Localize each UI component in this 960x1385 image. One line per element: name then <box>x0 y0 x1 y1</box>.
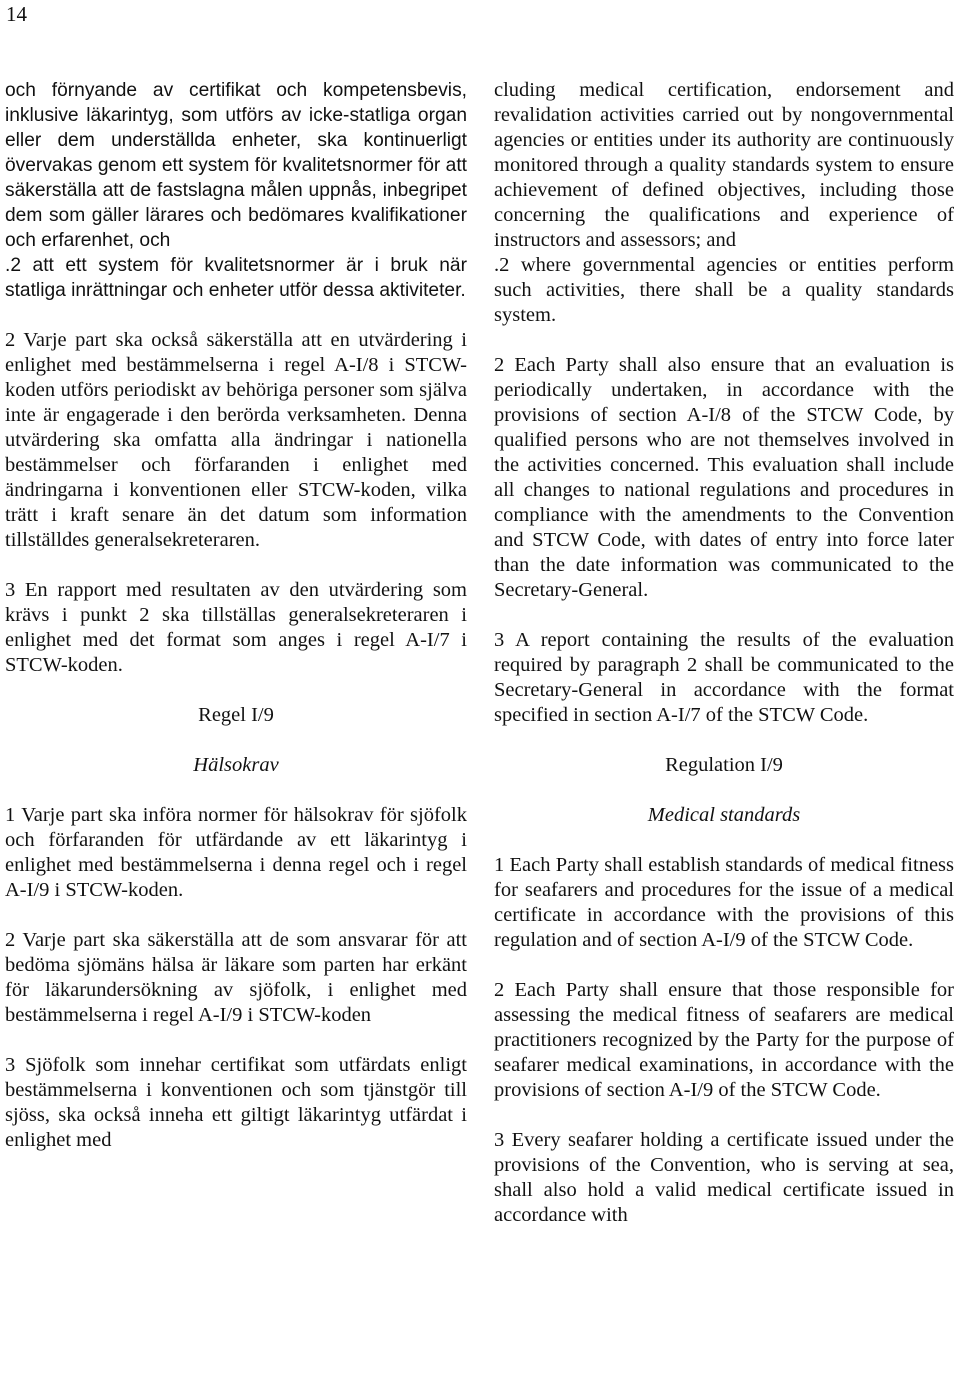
page-number: 14 <box>6 2 27 26</box>
sv-regulation-heading <box>5 703 467 778</box>
en-regulation-paragraph-2: 2 Each Party shall ensure that those responsible for assessing the medical fitness of seafarers are medical practitioners recognized by the Party for the purpose of seafarer medical examinations, in accordance with the provisions of section A-I/9 of the STCW Code. <box>494 979 954 1101</box>
sv-paragraph-3: 3 En rapport med resultaten av den utvärdering som krävs i punkt 2 ska tillställas generalsekreteraren i enlighet med det format som anges i regel A-I/7 i STCW-koden. <box>5 579 467 676</box>
sv-item-2: .2 att ett system för kvalitetsnormer är i bruk när statliga inrättningar och enheter utför dessa aktiviteter. <box>5 255 467 301</box>
swedish-column <box>5 78 467 1153</box>
en-paragraph-2: 2 Each Party shall also ensure that an evaluation is periodically undertaken, in accordance with the provisions of section A-I/8 of the STCW Code, by qualified persons who are not themselves involved in the activities concerned. This evaluation shall include all changes to national regulations and procedures in compliance with the amendments to the Convention and STCW Code, with dates of entry into force later than the date information was communicated to the Secretary-General. <box>494 354 954 601</box>
en-regulation-paragraph-1: 1 Each Party shall establish standards of medical fitness for seafarers and procedures for the issue of a medical certificate in accordance with the provisions of this regulation and of section A-I/9 of the STCW Code. <box>494 854 954 951</box>
en-intro-continuation: cluding medical certification, endorsement and revalidation activities carried out by nongovernmental agencies or entities under its authority are continuously monitored through a quality standards system to ensure achievement of defined objectives, including those concerning the qualifications and experience of instructors and assessors; and <box>494 79 954 251</box>
en-regulation-paragraph-3: 3 Every seafarer holding a certificate issued under the provisions of the Convention, who is serving at sea, shall also hold a valid medical certificate issued in accordance with <box>494 1129 954 1226</box>
sv-regulation-title: Regel I/9 <box>198 704 274 726</box>
english-column <box>494 78 954 1228</box>
en-regulation-subtitle: Medical standards <box>647 804 801 826</box>
sv-regulation-paragraph-3: 3 Sjöfolk som innehar certifikat som utfärdats enligt bestämmelserna i konventionen och som tjänstgör till sjöss, ska också inneha ett giltigt läkarintyg utfärdat i enlighet med <box>5 1054 467 1151</box>
en-paragraph-3: 3 A report containing the results of the evaluation required by paragraph 2 shall be communicated to the Secretary-General in accordance with the format specified in section A-I/7 of the STCW Code. <box>494 629 954 726</box>
sv-regulation-paragraph-2: 2 Varje part ska säkerställa att de som ansvarar för att bedöma sjömäns hälsa är läkare som parten har erkänt för läkarundersökning av sjöfolk, i enlighet med bestämmelserna i regel A-I/9 i STCW-koden <box>5 929 467 1026</box>
sv-intro-continuation: och förnyande av certifikat och kompetensbevis, inklusive läkarintyg, som utförs av icke-statliga organ eller dem underställda enheter, ska kontinuerligt övervakas genom ett system för kvalitetsnormer för att säkerställa att de fastslagna målen uppnås, inbegripet dem som gäller lärares och bedömares kvalifikationer och erfarenhet, och <box>5 80 467 251</box>
en-regulation-title: Regulation I/9 <box>665 754 783 776</box>
en-item-2: .2 where governmental agencies or entities perform such activities, there shall be a quality standards system. <box>494 254 954 326</box>
sv-paragraph-2: 2 Varje part ska också säkerställa att en utvärdering i enlighet med bestämmelserna i regel A-I/8 i STCW-koden utförs periodiskt av behöriga personer som själva inte är engagerade i den berörda verksamheten. Denna utvärdering ska omfatta alla ändringar i nationella bestämmelser och förfaranden i enlighet med ändringarna i konventionen eller STCW-koden, vilka trätt i kraft senare än det datum som information tillställdes generalsekreteraren. <box>5 329 467 551</box>
sv-regulation-paragraph-1: 1 Varje part ska införa normer för hälsokrav för sjöfolk och förfaranden för utfärdande av ett läkarintyg i enlighet med bestämmelserna i denna regel och i regel A-I/9 i STCW-koden. <box>5 804 467 901</box>
en-regulation-heading <box>494 753 954 828</box>
sv-regulation-subtitle: Hälsokrav <box>193 754 279 776</box>
